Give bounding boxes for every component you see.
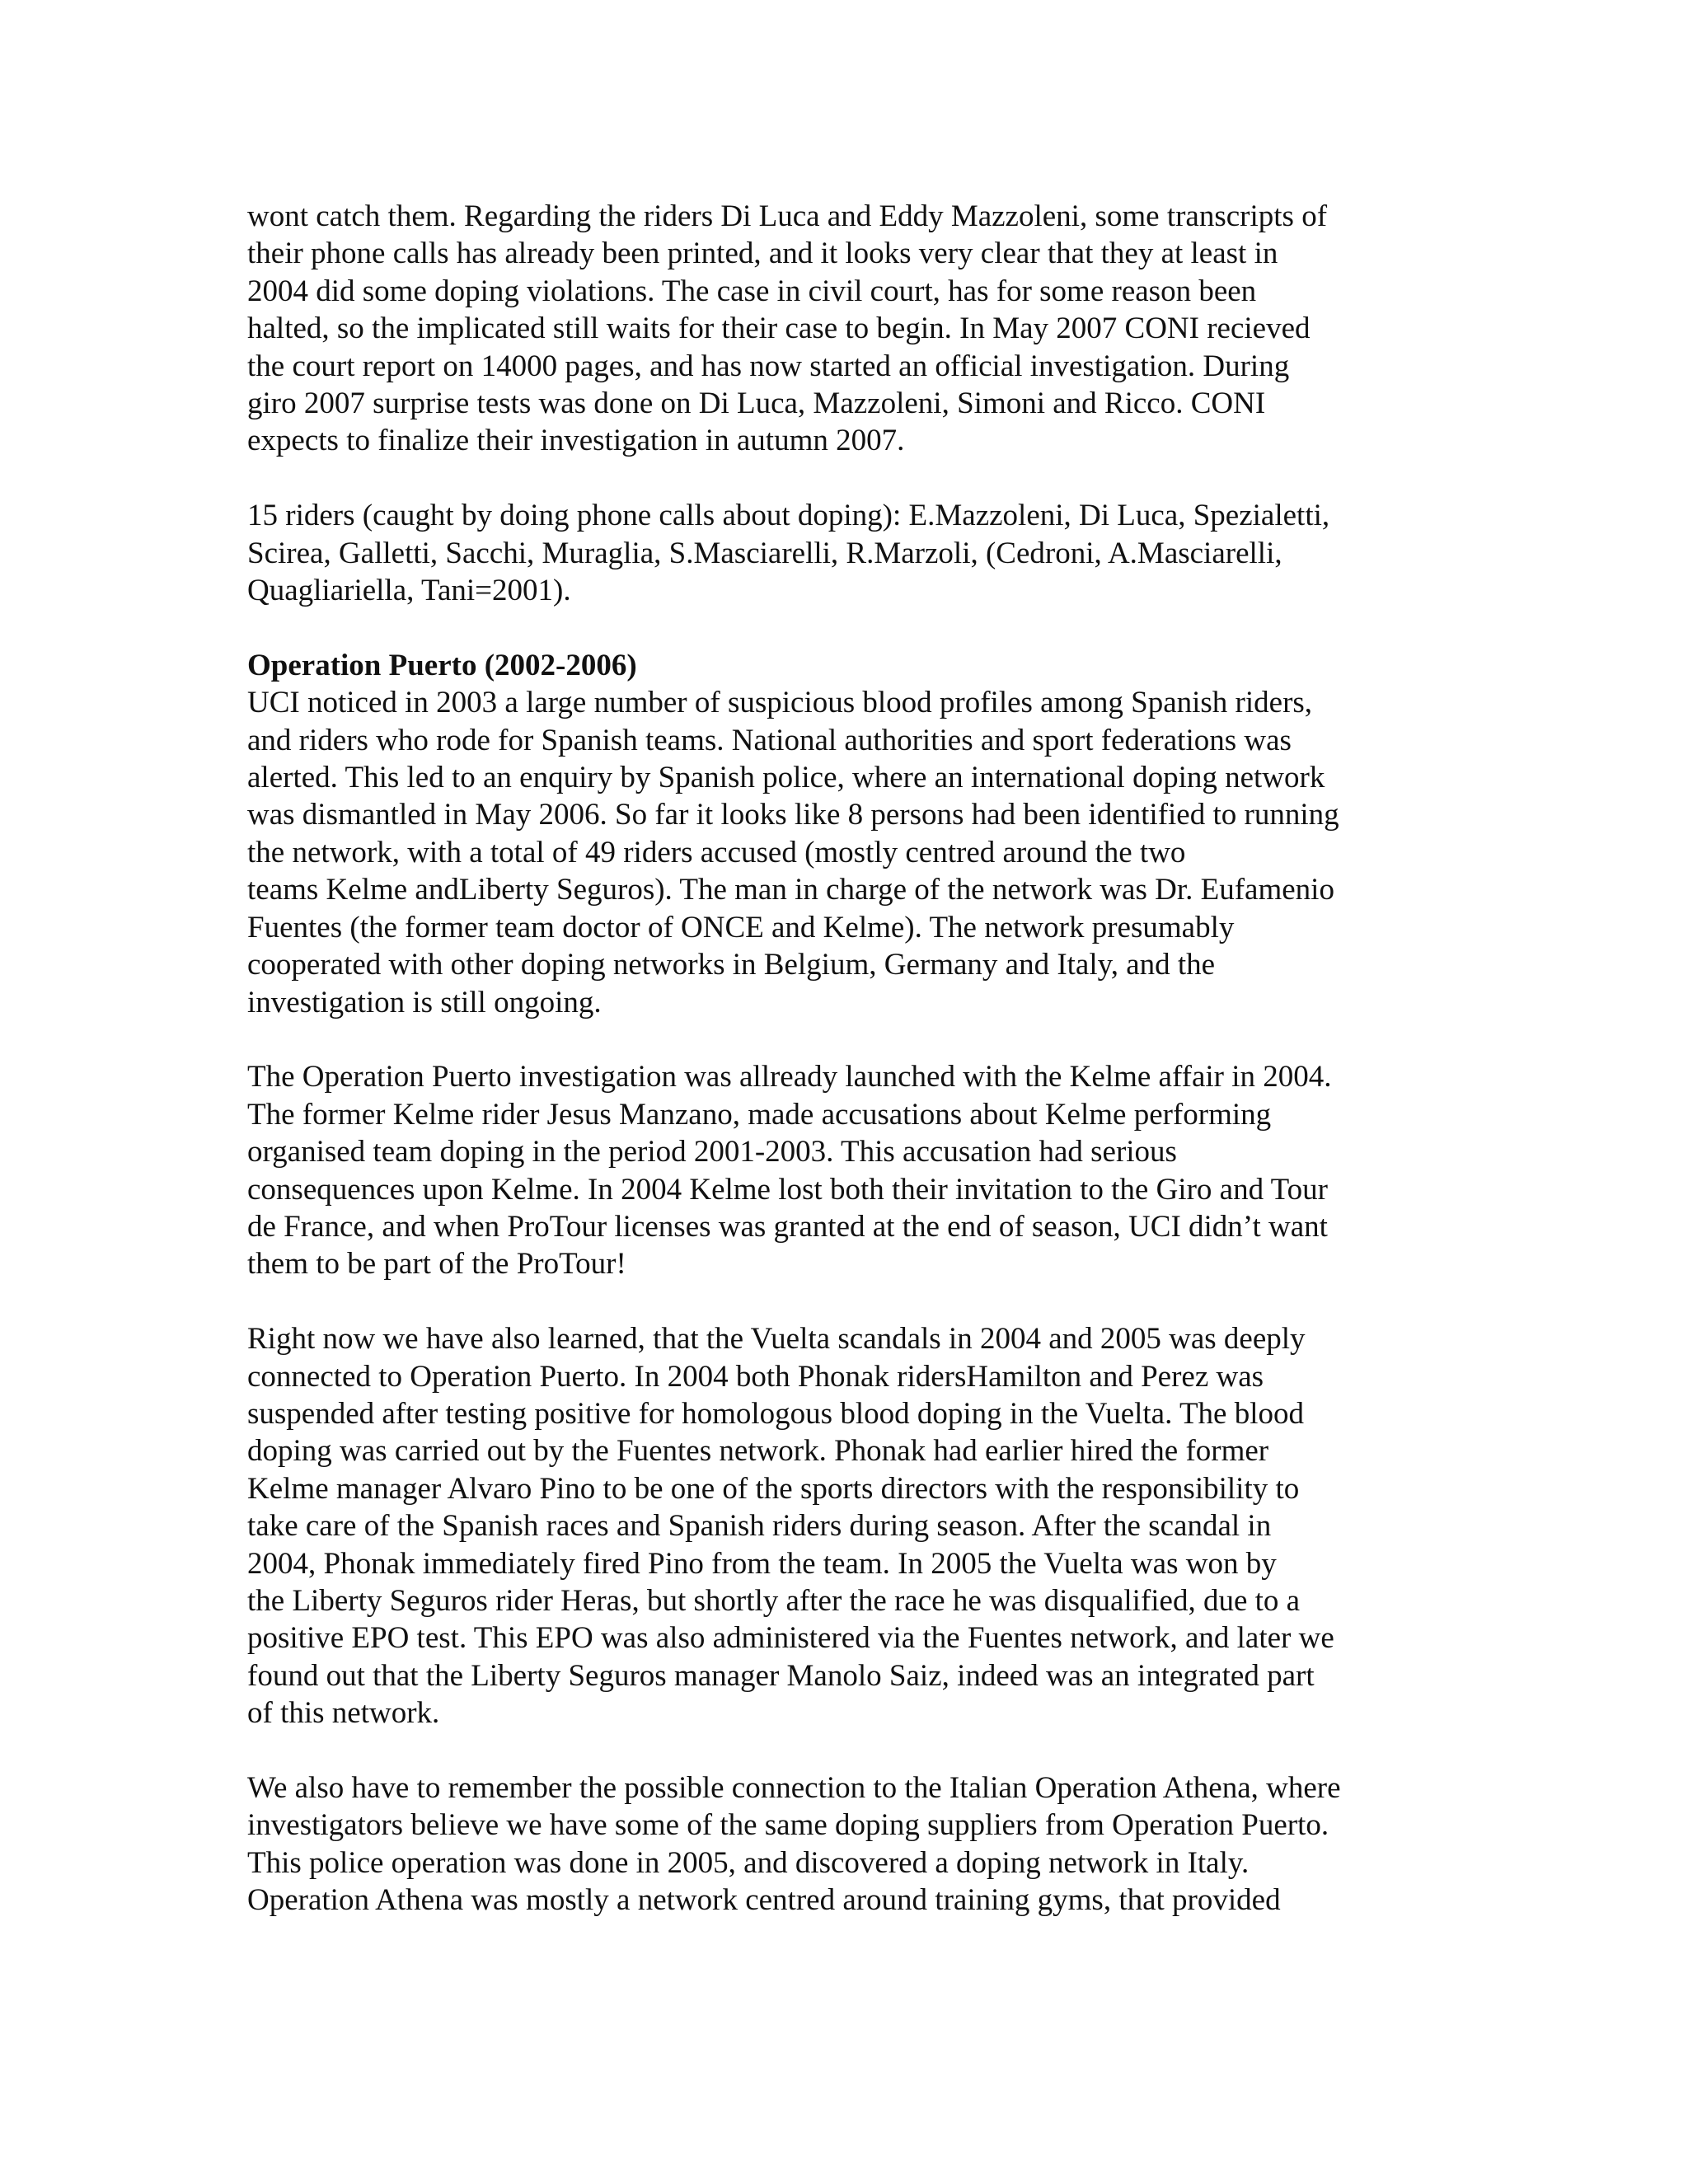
text-line: found out that the Liberty Seguros manager Manolo Saiz, indeed was an integrated part	[247, 1658, 1315, 1693]
text-line: Scirea, Galletti, Sacchi, Muraglia, S.Masciarelli, R.Marzoli, (Cedroni, A.Masciarelli,	[247, 536, 1282, 570]
paragraph-spacer	[247, 1021, 1451, 1058]
paragraph-spacer	[247, 609, 1451, 646]
text-line: investigation is still ongoing.	[247, 985, 602, 1019]
document-page	[247, 198, 1451, 1919]
text-line: de France, and when ProTour licenses was granted at the end of season, UCI didn’t want	[247, 1209, 1328, 1244]
paragraph-vuelta-scandals	[247, 1320, 1451, 1732]
text-line: Right now we have also learned, that the Vuelta scandals in 2004 and 2005 was deeply	[247, 1322, 1306, 1357]
paragraph-kelme-affair	[247, 1058, 1451, 1282]
section-operation-puerto	[247, 647, 1451, 1021]
paragraph-operation-athena	[247, 1769, 1451, 1919]
text-line: 2004 did some doping violations. The case in civil court, has for some reason been	[247, 274, 1257, 308]
text-line: the Liberty Seguros rider Heras, but shortly after the race he was disqualified, due to a	[247, 1583, 1301, 1618]
text-line: alerted. This led to an enquiry by Spanish police, where an international doping network	[247, 761, 1325, 795]
text-line: take care of the Spanish races and Spanish riders during season. After the scandal in	[247, 1509, 1272, 1544]
text-line: The Operation Puerto investigation was allready launched with the Kelme affair in 2004.	[247, 1060, 1332, 1094]
paragraph-spacer	[247, 460, 1451, 497]
text-line: organised team doping in the period 2001-2003. This accusation had serious	[247, 1135, 1177, 1169]
text-line: the court report on 14000 pages, and has now started an official investigation. During	[247, 349, 1290, 383]
text-line: consequences upon Kelme. In 2004 Kelme lost both their invitation to the Giro and Tour	[247, 1172, 1328, 1207]
text-line: The former Kelme rider Jesus Manzano, made accusations about Kelme performing	[247, 1097, 1272, 1132]
text-line: doping was carried out by the Fuentes network. Phonak had earlier hired the former	[247, 1434, 1269, 1469]
text-line: connected to Operation Puerto. In 2004 both Phonak ridersHamilton and Perez was	[247, 1359, 1264, 1394]
text-line: expects to finalize their investigation in autumn 2007.	[247, 424, 905, 458]
text-line: 15 riders (caught by doing phone calls about doping): E.Mazzoleni, Di Luca, Spezialetti,	[247, 499, 1330, 533]
text-line: of this network.	[247, 1696, 440, 1731]
text-line: This police operation was done in 2005, and discovered a doping network in Italy.	[247, 1845, 1250, 1880]
text-line: their phone calls has already been printed, and it looks very clear that they at least in	[247, 237, 1278, 271]
text-line: wont catch them. Regarding the riders Di Luca and Eddy Mazzoleni, some transcripts of	[247, 199, 1328, 233]
text-line: and riders who rode for Spanish teams. National authorities and sport federations was	[247, 723, 1292, 757]
text-line: suspended after testing positive for homologous blood doping in the Vuelta. The blood	[247, 1396, 1304, 1431]
text-line: the network, with a total of 49 riders accused (mostly centred around the two	[247, 835, 1186, 869]
section-heading: Operation Puerto (2002-2006)	[247, 648, 637, 682]
text-line: 2004, Phonak immediately fired Pino from the team. In 2005 the Vuelta was won by	[247, 1546, 1277, 1581]
text-line: was dismantled in May 2006. So far it looks like 8 persons had been identified to running	[247, 798, 1339, 832]
text-line: UCI noticed in 2003 a large number of suspicious blood profiles among Spanish riders,	[247, 686, 1313, 720]
text-line: them to be part of the ProTour!	[247, 1247, 626, 1282]
text-line: halted, so the implicated still waits for their case to begin. In May 2007 CONI recieved	[247, 312, 1311, 346]
paragraph-15-riders	[247, 497, 1451, 609]
paragraph-spacer	[247, 1732, 1451, 1769]
text-line: investigators believe we have some of the same doping suppliers from Operation Puerto.	[247, 1808, 1329, 1843]
text-line: Quagliariella, Tani=2001).	[247, 574, 571, 608]
text-line: giro 2007 surprise tests was done on Di Luca, Mazzoleni, Simoni and Ricco. CONI	[247, 387, 1266, 421]
text-line: positive EPO test. This EPO was also administered via the Fuentes network, and later we	[247, 1621, 1334, 1656]
text-line: Kelme manager Alvaro Pino to be one of the sports directors with the responsibility to	[247, 1471, 1300, 1506]
text-line: teams Kelme andLiberty Seguros). The man in charge of the network was Dr. Eufamenio	[247, 873, 1334, 907]
text-line: cooperated with other doping networks in Belgium, Germany and Italy, and the	[247, 948, 1216, 982]
paragraph-di-luca-mazzoleni	[247, 198, 1451, 460]
text-line: Operation Athena was mostly a network centred around training gyms, that provided	[247, 1883, 1281, 1918]
text-line: Fuentes (the former team doctor of ONCE and Kelme). The network presumably	[247, 910, 1235, 944]
paragraph-spacer	[247, 1283, 1451, 1320]
text-line: We also have to remember the possible connection to the Italian Operation Athena, where	[247, 1770, 1341, 1805]
